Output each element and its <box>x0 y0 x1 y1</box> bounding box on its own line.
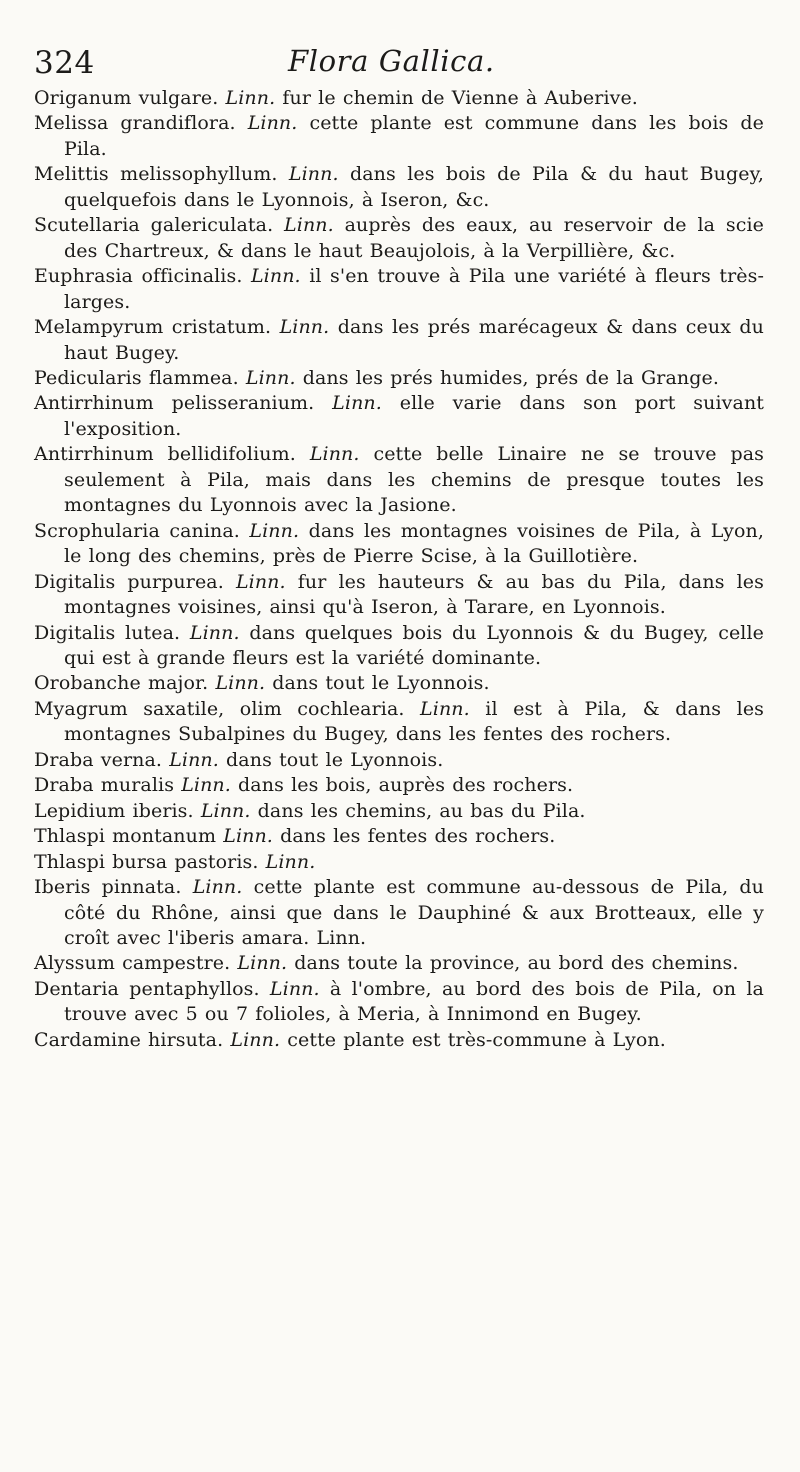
authority: Linn. <box>309 443 360 466</box>
locality-description: à l'ombre, au bord des bois de Pila, on la trouve avec 5 ou 7 folioles, à Meria, à Innimond en Bugey. <box>64 977 764 1026</box>
locality-description: cette plante est très-commune à Lyon. <box>287 1028 666 1051</box>
authority: Linn. <box>245 366 296 389</box>
locality-description: dans tout le Lyonnois. <box>272 672 490 695</box>
plant-entry <box>34 697 764 748</box>
species-name: Iberis pinnata. <box>34 876 182 899</box>
species-name: Alyssum campestre. <box>34 952 231 975</box>
plant-entry <box>34 366 764 391</box>
plant-entry <box>34 977 764 1028</box>
species-name: Melittis melissophyllum. <box>34 163 278 186</box>
plant-entry <box>34 442 764 518</box>
authority: Linn. <box>169 748 219 771</box>
plant-entry <box>34 391 764 442</box>
locality-description: cette plante est commune au-dessous de Pila, du côté du Rhône, ainsi que dans le Dauphiné & aux Brotteaux, elle y croît avec l'iberis amara. Linn. <box>64 876 765 949</box>
species-name: Pedicularis flammea. <box>34 366 239 389</box>
locality-description: dans les chemins, au bas du Pila. <box>257 799 586 822</box>
species-name: Lepidium iberis. <box>34 799 194 822</box>
page-header <box>0 40 800 84</box>
plant-entry <box>34 951 764 976</box>
plant-entry <box>34 621 764 672</box>
plant-entry <box>34 315 764 366</box>
authority: Linn. <box>332 392 382 415</box>
locality-description: elle varie dans son port suivant l'exposition. <box>64 392 765 440</box>
species-name: Draba verna. <box>34 748 163 771</box>
plant-entry <box>34 213 764 264</box>
plant-entry <box>34 86 764 111</box>
plant-entry <box>34 799 764 824</box>
locality-description: dans les prés marécageux & dans ceux du haut Bugey. <box>64 316 765 364</box>
plant-entry <box>34 875 764 951</box>
page-number: 324 <box>34 45 95 81</box>
authority: Linn. <box>215 672 266 695</box>
locality-description: cette plante est commune dans les bois de Pila. <box>64 112 764 160</box>
locality-description: dans les bois, auprès des rochers. <box>238 774 574 797</box>
authority: Linn. <box>181 774 231 797</box>
authority: Linn. <box>189 621 240 644</box>
authority: Linn. <box>265 850 316 873</box>
plant-entry <box>34 671 764 696</box>
locality-description: dans les fentes des rochers. <box>280 825 556 848</box>
locality-description: fur le chemin de Vienne à Auberive. <box>282 87 638 109</box>
plant-entry <box>34 824 764 849</box>
authority: Linn. <box>269 977 320 1000</box>
species-name: Melampyrum cristatum. <box>34 316 272 339</box>
locality-description: fur les hauteurs & au bas du Pila, dans les montagnes voisines, ainsi qu'à Iseron, à Tarare, en Lyonnois. <box>64 570 764 619</box>
authority: Linn. <box>200 799 251 822</box>
plant-entry <box>34 773 764 798</box>
species-name: Orobanche major. <box>34 672 209 695</box>
plant-entries <box>34 86 764 1053</box>
locality-description: cette belle Linaire ne se trouve pas seulement à Pila, mais dans les chemins de presque toutes les montagnes du Lyonnois avec la Jasione. <box>64 443 765 517</box>
species-name: Melissa grandiflora. <box>34 112 236 135</box>
locality-description: il est à Pila, & dans les montagnes Subalpines du Bugey, dans les fentes des rochers. <box>64 697 765 746</box>
locality-description: dans quelques bois du Lyonnois & du Bugey, celle qui est à grande fleurs est la variété dominante. <box>64 621 764 669</box>
authority: Linn. <box>284 214 334 237</box>
authority: Linn. <box>247 112 298 135</box>
authority: Linn. <box>192 876 243 899</box>
plant-entry <box>34 264 764 315</box>
plant-entry <box>34 748 764 773</box>
plant-entry <box>34 162 764 213</box>
species-name: Thlaspi montanum <box>34 825 217 848</box>
authority: Linn. <box>288 163 339 186</box>
species-name: Draba muralis <box>34 774 175 797</box>
authority: Linn. <box>249 519 300 542</box>
plant-entry <box>34 570 764 621</box>
locality-description: dans les prés humides, prés de la Grange. <box>302 366 719 389</box>
plant-entry <box>34 111 764 162</box>
authority: Linn. <box>279 316 330 339</box>
species-name: Cardamine hirsuta. <box>34 1028 224 1051</box>
running-title: Flora Gallica. <box>288 44 495 78</box>
authority: Linn. <box>223 825 273 848</box>
species-name: Thlaspi bursa pastoris. <box>34 850 259 873</box>
species-name: Euphrasia officinalis. <box>34 265 243 288</box>
authority: Linn. <box>237 952 288 975</box>
authority: Linn. <box>230 1028 281 1051</box>
plant-entry <box>34 850 764 875</box>
species-name: Antirrhinum pelisseranium. <box>34 392 315 415</box>
species-name: Digitalis purpurea. <box>34 570 224 593</box>
authority: Linn. <box>420 697 470 720</box>
species-name: Antirrhinum bellidifolium. <box>34 443 296 466</box>
authority: Linn. <box>225 87 276 109</box>
authority: Linn. <box>250 265 301 288</box>
locality-description: dans les montagnes voisines de Pila, à Lyon, le long des chemins, près de Pierre Scise, à la Guillotière. <box>64 519 765 568</box>
species-name: Myagrum saxatile, olim cochlearia. <box>34 697 405 720</box>
plant-entry <box>34 519 764 570</box>
locality-description: dans tout le Lyonnois. <box>226 748 444 771</box>
locality-description: auprès des eaux, au reservoir de la scie des Chartreux, & dans le haut Beaujolois, à la Verpillière, &c. <box>64 214 764 262</box>
species-name: Scrophularia canina. <box>34 519 240 542</box>
species-name: Origanum vulgare. <box>34 87 219 109</box>
species-name: Dentaria pentaphyllos. <box>34 977 260 1000</box>
species-name: Scutellaria galericulata. <box>34 214 274 237</box>
locality-description: dans toute la province, au bord des chemins. <box>294 952 739 975</box>
locality-description: dans les bois de Pila & du haut Bugey, quelquefois dans le Lyonnois, à Iseron, &c. <box>64 163 765 211</box>
authority: Linn. <box>235 570 286 593</box>
plant-entry <box>34 1028 764 1053</box>
locality-description: il s'en trouve à Pila une variété à fleurs très-larges. <box>64 265 765 313</box>
species-name: Digitalis lutea. <box>34 621 181 644</box>
